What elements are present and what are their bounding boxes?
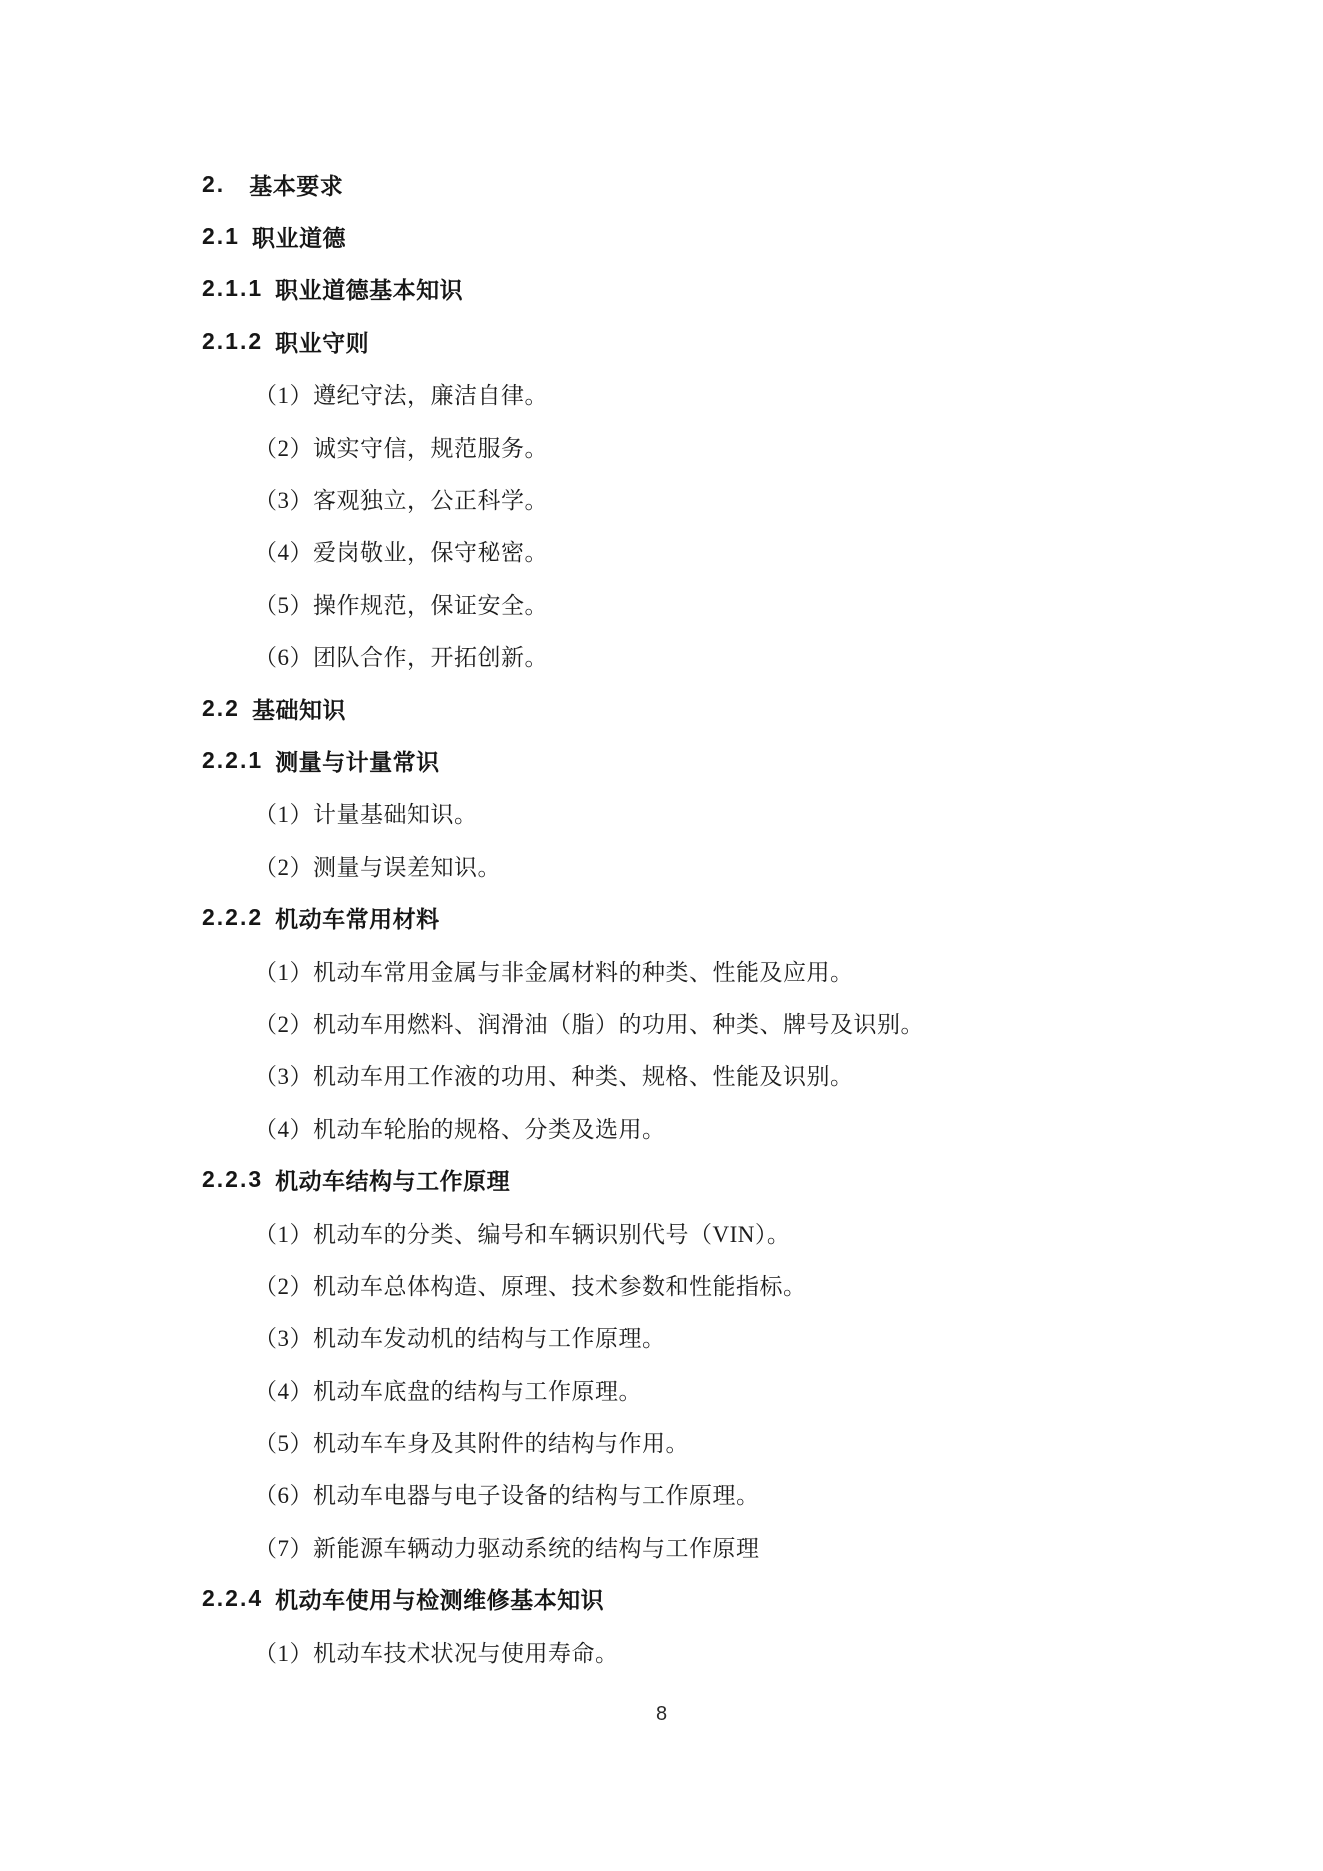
list-item: （4）机动车轮胎的规格、分类及选用。 — [254, 1116, 666, 1142]
section-heading-2-1-1 — [202, 263, 1203, 315]
heading-number: 2. — [202, 170, 226, 197]
heading-number: 2.2.2 — [202, 904, 264, 931]
list-item: （1）机动车常用金属与非金属材料的种类、性能及应用。 — [254, 959, 854, 985]
list-item: （3）客观独立，公正科学。 — [254, 488, 548, 514]
list-item: （2）测量与误差知识。 — [254, 854, 501, 880]
heading-text: 职业道德 — [251, 225, 346, 252]
section-heading-2-2-3 — [202, 1153, 1203, 1205]
heading-number: 2.2 — [202, 694, 240, 721]
list-item: （1）机动车的分类、编号和车辆识别代号（VIN）。 — [254, 1221, 791, 1247]
section-heading-2-2-2 — [202, 891, 1203, 943]
section-heading-2-2 — [202, 682, 1203, 734]
heading-text: 机动车常用材料 — [275, 906, 440, 933]
list-item: （1）计量基础知识。 — [254, 802, 478, 828]
list-item: （4）机动车底盘的结构与工作原理。 — [254, 1378, 642, 1404]
heading-number: 2.1 — [202, 223, 240, 250]
list-item: （3）机动车发动机的结构与工作原理。 — [254, 1326, 666, 1352]
list-item: （3）机动车用工作液的功用、种类、规格、性能及识别。 — [254, 1064, 854, 1090]
heading-number: 2.2.3 — [202, 1166, 264, 1193]
list-item: （7）新能源车辆动力驱动系统的结构与工作原理 — [254, 1535, 760, 1561]
heading-text: 测量与计量常识 — [275, 748, 440, 775]
list-item: （2）诚实守信，规范服务。 — [254, 435, 548, 461]
heading-number: 2.1.2 — [202, 327, 264, 354]
list-item: （5）操作规范，保证安全。 — [254, 592, 548, 618]
section-heading-2-2-4 — [202, 1573, 1203, 1625]
heading-text: 职业守则 — [275, 329, 370, 356]
list-item: （1）机动车技术状况与使用寿命。 — [254, 1640, 619, 1666]
heading-number: 2.2.4 — [202, 1585, 264, 1612]
section-heading-2 — [202, 158, 1203, 210]
heading-text: 机动车使用与检测维修基本知识 — [275, 1587, 605, 1614]
list-item: （2）机动车用燃料、润滑油（脂）的功用、种类、牌号及识别。 — [254, 1011, 924, 1037]
section-heading-2-2-1 — [202, 734, 1203, 786]
heading-number: 2.2.1 — [202, 746, 264, 773]
heading-number: 2.1.1 — [202, 275, 264, 302]
list-item: （6）团队合作，开拓创新。 — [254, 645, 548, 671]
heading-text: 基础知识 — [251, 696, 346, 723]
list-item: （6）机动车电器与电子设备的结构与工作原理。 — [254, 1483, 760, 1509]
heading-text: 职业道德基本知识 — [275, 277, 464, 304]
heading-text: 基本要求 — [249, 172, 344, 199]
list-item: （2）机动车总体构造、原理、技术参数和性能指标。 — [254, 1273, 807, 1299]
document-body — [202, 158, 1203, 1677]
section-heading-2-1-2 — [202, 315, 1203, 367]
list-item: （4）爱岗敬业，保守秘密。 — [254, 540, 548, 566]
list-item: （1）遵纪守法，廉洁自律。 — [254, 383, 548, 409]
page-number: 8 — [655, 1703, 668, 1725]
heading-text: 机动车结构与工作原理 — [275, 1168, 511, 1195]
list-item: （5）机动车车身及其附件的结构与作用。 — [254, 1431, 689, 1457]
section-heading-2-1 — [202, 210, 1203, 262]
